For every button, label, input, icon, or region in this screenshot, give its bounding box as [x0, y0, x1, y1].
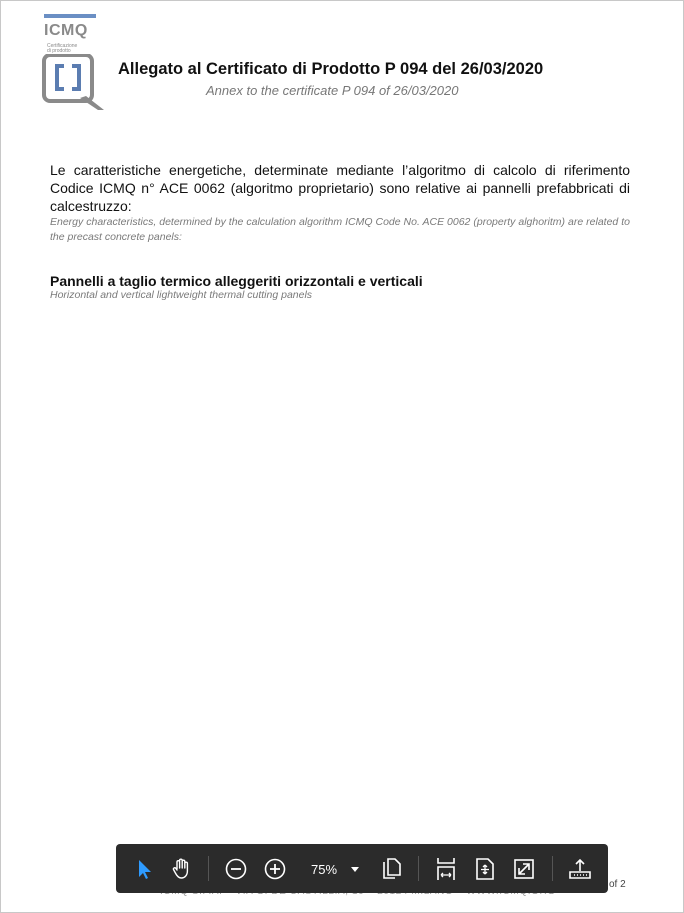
fullscreen-icon	[512, 857, 536, 881]
zoom-value: 75%	[311, 861, 338, 877]
logo-mark-icon	[40, 54, 106, 112]
toolbar-divider	[208, 856, 209, 881]
pdf-toolbar	[116, 844, 608, 893]
logo-subtitle: Certificazione di prodotto	[47, 43, 78, 54]
intro-paragraph-english: Energy characteristics, determined by the calculation algorithm ICMQ Code No. ACE 0062 (property alghoritm) are related to the precast concrete panels:	[50, 216, 630, 243]
toolbar-divider	[552, 856, 553, 881]
zoom-out-button[interactable]	[218, 851, 254, 887]
zoom-out-icon	[224, 857, 248, 881]
chevron-down-icon	[351, 867, 359, 872]
fit-page-button[interactable]	[467, 851, 503, 887]
toolbar-divider	[418, 856, 419, 881]
page-view-button[interactable]	[374, 851, 410, 887]
hand-tool-icon	[170, 857, 194, 881]
select-tool-icon	[134, 858, 154, 880]
page-count: of 2	[609, 879, 626, 890]
zoom-dropdown[interactable]	[306, 851, 366, 887]
fullscreen-button[interactable]	[506, 851, 542, 887]
logo-bar	[44, 14, 96, 18]
zoom-in-button[interactable]	[257, 851, 293, 887]
document-subtitle: Annex to the certificate P 094 of 26/03/2020	[206, 83, 459, 98]
export-icon	[568, 857, 592, 881]
select-tool-button[interactable]	[126, 851, 162, 887]
zoom-in-icon	[263, 857, 287, 881]
document-title: Allegato al Certificato di Prodotto P 094 del 26/03/2020	[118, 60, 544, 78]
fit-page-icon	[474, 857, 496, 881]
page-view-icon	[381, 857, 403, 881]
icmq-logo	[40, 14, 106, 110]
section-heading-english: Horizontal and vertical lightweight thermal cutting panels	[50, 289, 313, 301]
export-button[interactable]	[562, 851, 598, 887]
fit-width-icon	[434, 856, 458, 882]
logo-wordmark: ICMQ	[44, 22, 88, 39]
fit-width-button[interactable]	[428, 851, 464, 887]
intro-paragraph: Le caratteristiche energetiche, determinate mediante l’algoritmo di calcolo di riferimento Codice ICMQ n° ACE 0062 (algoritmo proprietario) sono relative ai pannelli prefabbricati di calcestruzzo:	[50, 162, 630, 214]
section-heading: Pannelli a taglio termico alleggeriti orizzontali e verticali	[50, 273, 423, 289]
hand-tool-button[interactable]	[164, 851, 200, 887]
